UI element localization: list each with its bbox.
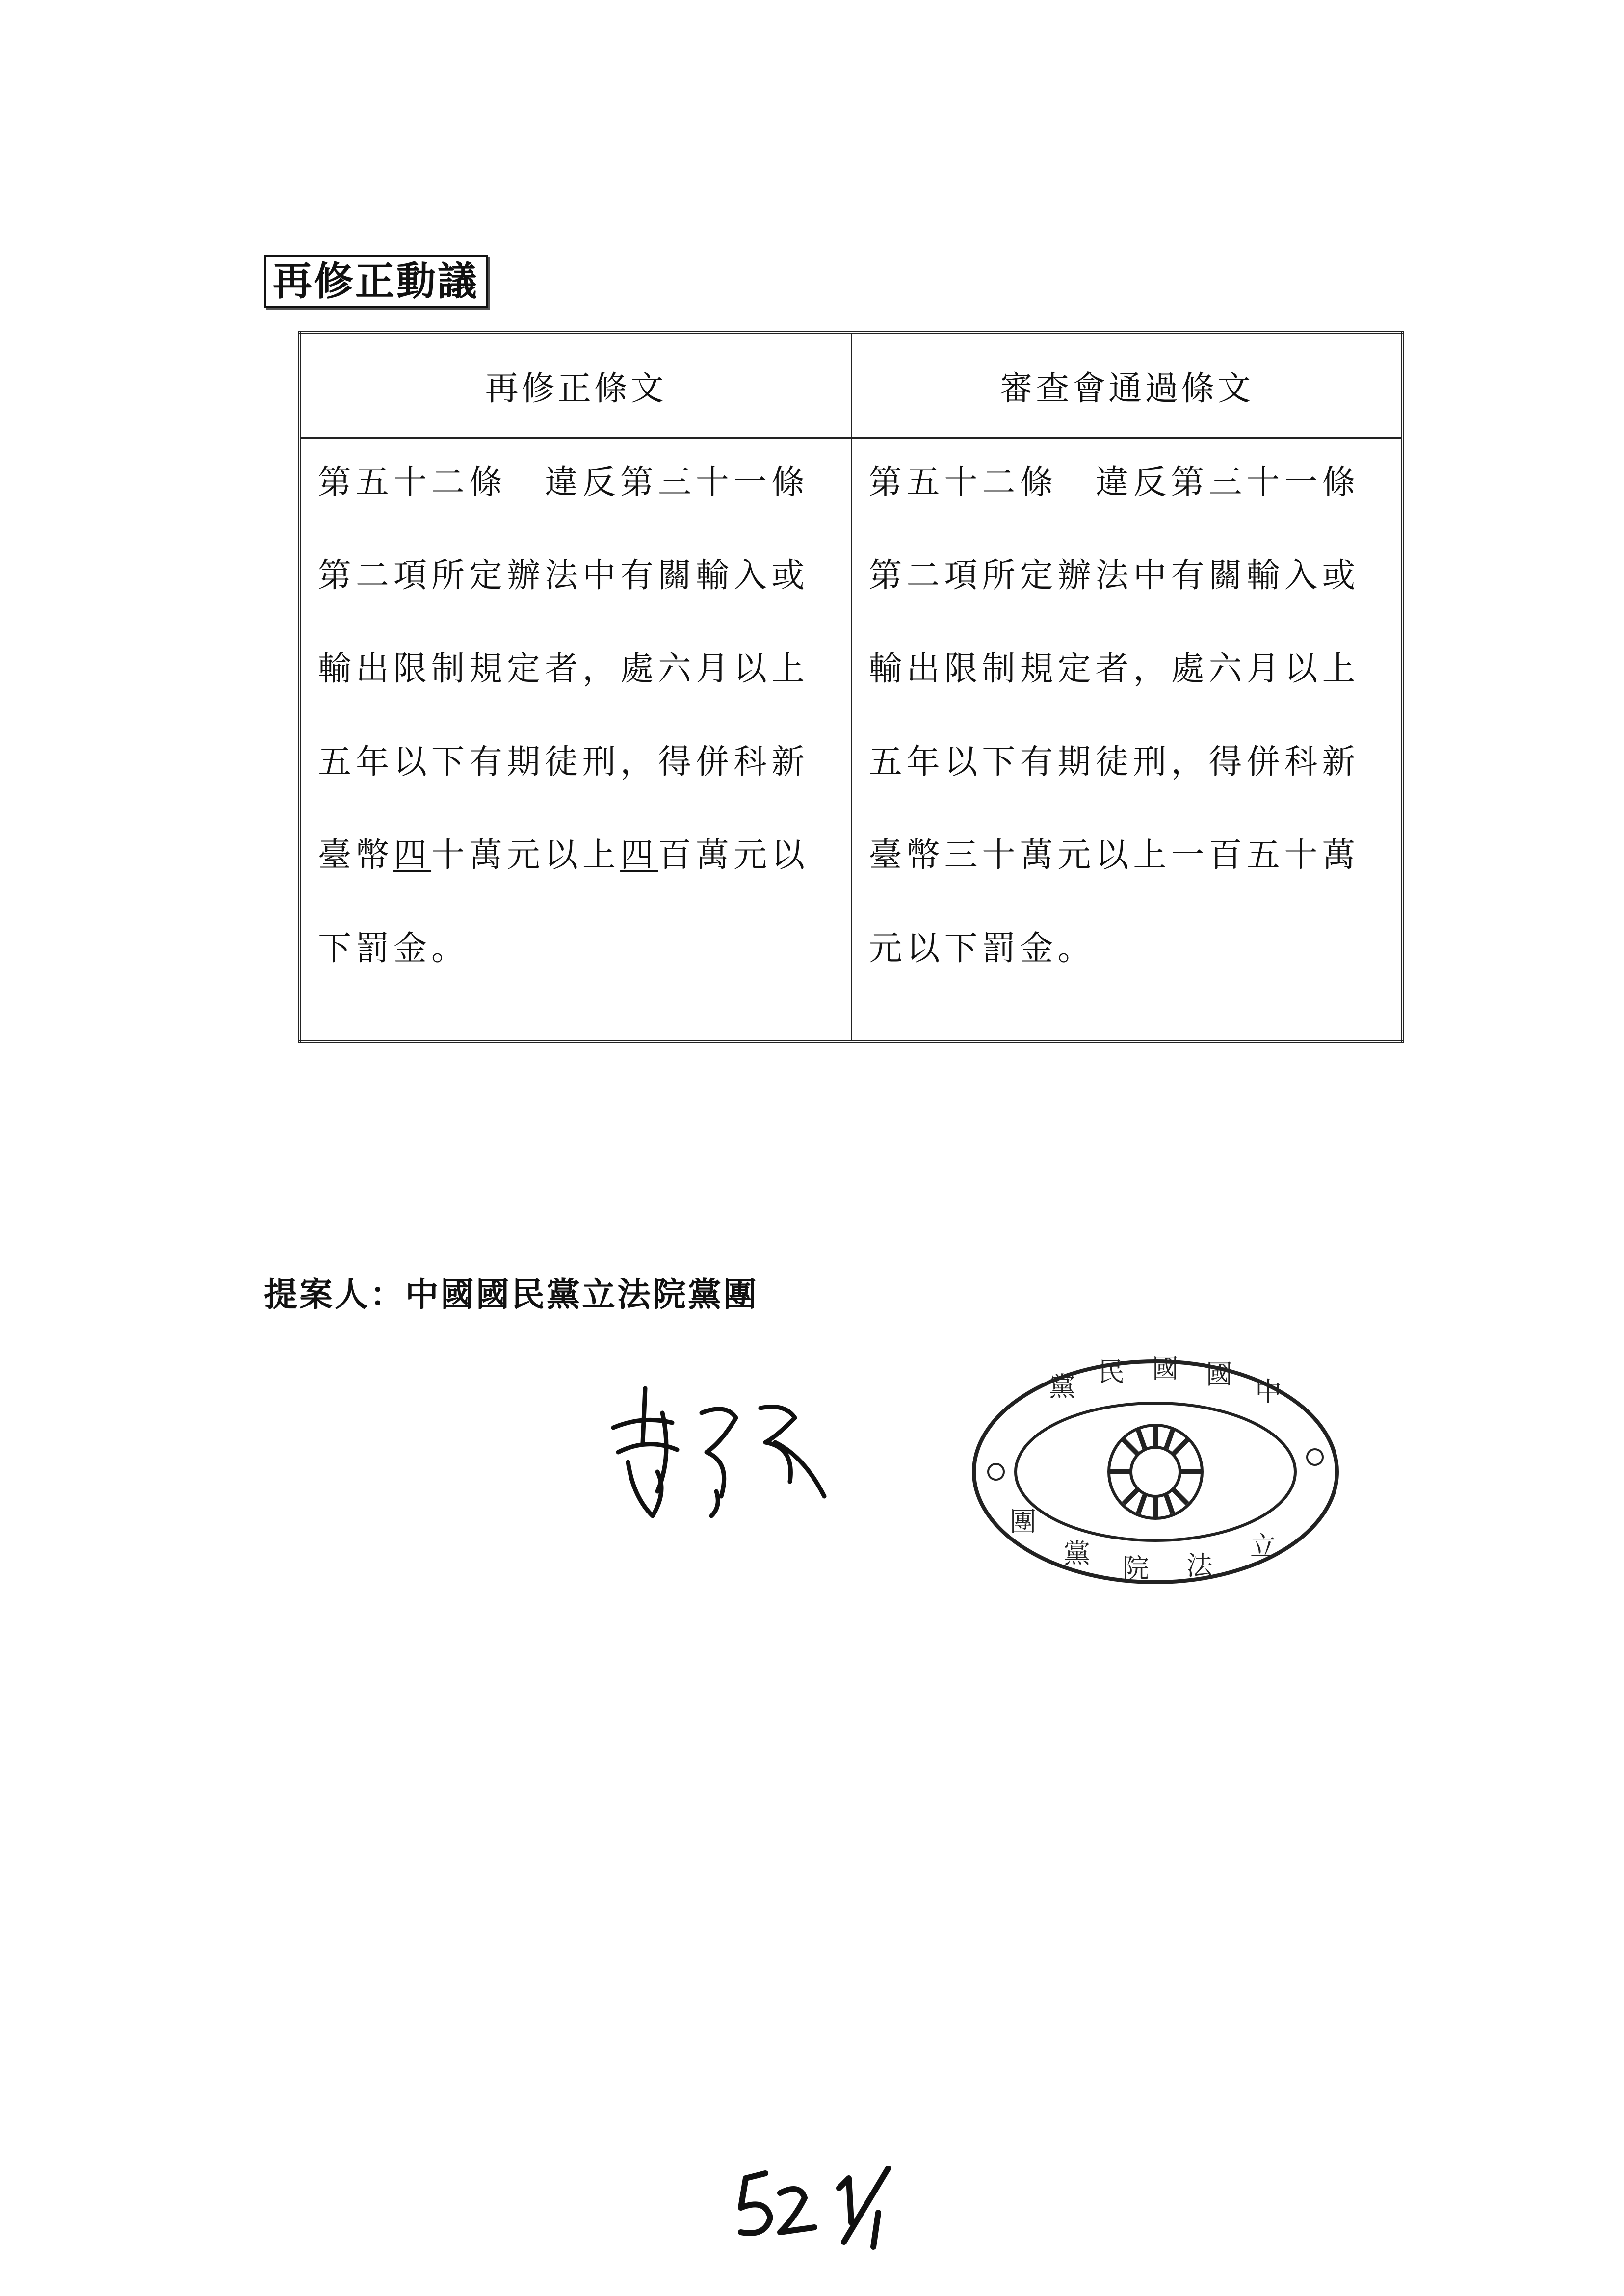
seal-char-top-3: 國 (1152, 1354, 1179, 1384)
approved-line-4: 五年以下有期徒刑，得併科新 (868, 743, 1360, 782)
seal-char-bottom-4: 法 (1186, 1550, 1213, 1581)
revised-line-1: 第五十二條 違反第三十一條 (318, 463, 810, 502)
approved-line-5: 臺幣三十萬元以上一百五十萬 (868, 836, 1360, 875)
revised-line-3: 輸出限制規定者，處六月以上 (318, 650, 810, 688)
seal-char-top-2: 民 (1098, 1357, 1125, 1387)
seal-char-top-1: 黨 (1049, 1371, 1075, 1402)
approved-line-6: 元以下罰金。 (868, 929, 1096, 968)
seal-char-top-4: 國 (1206, 1359, 1232, 1390)
handwritten-signature (599, 1369, 854, 1531)
revised-line-2: 第二項所定辦法中有關輸入或 (318, 556, 810, 595)
seal-char-top-5: 中 (1255, 1376, 1282, 1407)
handwritten-page-number (726, 2159, 903, 2257)
motion-title: 再修正動議 (264, 255, 488, 308)
revised-line-5-part-2: 十萬元以上 (431, 836, 621, 875)
approved-line-3: 輸出限制規定者，處六月以上 (868, 650, 1360, 688)
seal-char-bottom-5: 立 (1250, 1531, 1277, 1562)
approved-article-cell (851, 438, 1403, 1042)
revised-line-5-part-3: 百萬元以 (658, 836, 810, 875)
revised-line-6: 下罰金。 (318, 929, 470, 968)
revised-line-5 (318, 831, 840, 924)
amended-amount-underlined-1: 四 (393, 836, 432, 875)
comparison-table (298, 331, 1404, 1043)
revised-line-5-part-1: 臺幣 (318, 836, 394, 875)
column-header-approved: 審查會通過條文 (851, 333, 1403, 438)
proposer-line: 提案人：中國國民黨立法院黨團 (264, 1276, 759, 1314)
table-row (300, 438, 1403, 1042)
amended-amount-underlined-2: 四 (620, 836, 658, 875)
revised-article-cell (300, 438, 851, 1042)
column-header-revised: 再修正條文 (300, 333, 851, 438)
table-header-row (300, 333, 1403, 438)
approved-line-2: 第二項所定辦法中有關輸入或 (868, 556, 1360, 595)
party-seal (969, 1354, 1342, 1590)
seal-char-bottom-2: 黨 (1064, 1538, 1090, 1569)
approved-line-1: 第五十二條 違反第三十一條 (868, 463, 1360, 502)
seal-char-bottom-1: 團 (1010, 1506, 1036, 1537)
seal-char-bottom-3: 院 (1123, 1553, 1149, 1584)
revised-line-4: 五年以下有期徒刑，得併科新 (318, 743, 810, 782)
